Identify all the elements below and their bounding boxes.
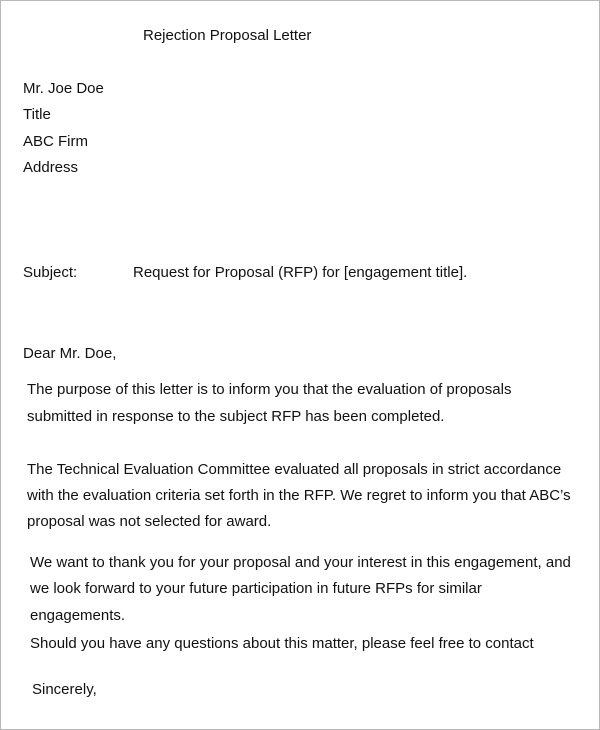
recipient-name: Mr. Joe Doe [23, 80, 104, 97]
paragraph-line: with the evaluation criteria set forth in the RFP. We regret to inform you that ABC’s [27, 487, 571, 504]
subject-value: Request for Proposal (RFP) for [engagement title]. [133, 264, 468, 281]
subject-label: Subject: [23, 264, 78, 281]
paragraph-line: Should you have any questions about this matter, please feel free to contact [30, 635, 534, 652]
paragraph-line: We want to thank you for your proposal and your interest in this engagement, and [30, 554, 571, 571]
paragraph-line: proposal was not selected for award. [27, 513, 272, 530]
recipient-address: Address [23, 159, 79, 176]
paragraph-line: The Technical Evaluation Committee evaluated all proposals in strict accordance [27, 461, 562, 478]
letter-title: Rejection Proposal Letter [143, 27, 312, 44]
paragraph-line: submitted in response to the subject RFP has been completed. [27, 408, 445, 425]
paragraph-line: The purpose of this letter is to inform you that the evaluation of proposals [27, 381, 512, 398]
paragraph-line: we look forward to your future participation in future RFPs for similar [30, 580, 482, 597]
paragraph-line: engagements. [30, 607, 126, 624]
salutation: Dear Mr. Doe, [23, 345, 117, 362]
recipient-firm: ABC Firm [23, 133, 88, 150]
recipient-title: Title [23, 106, 51, 123]
closing: Sincerely, [32, 681, 97, 698]
